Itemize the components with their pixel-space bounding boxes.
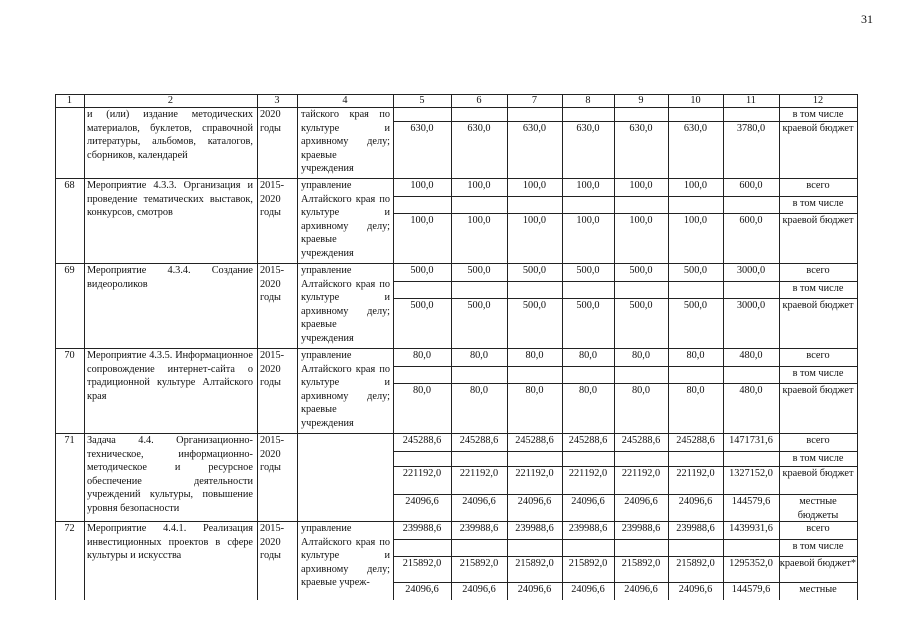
value-cell: 245288,6 <box>402 435 442 446</box>
value-cell: 80,0 <box>412 385 432 396</box>
value-cell: 100,0 <box>683 215 708 226</box>
value-cell <box>562 452 614 466</box>
column-header: 2 <box>167 95 174 106</box>
activity-description: Мероприятие 4.3.4. Создание видеороликов <box>87 265 253 290</box>
funding-source: в том числе <box>792 541 844 552</box>
value-cell <box>614 367 668 383</box>
value-cell <box>507 282 562 298</box>
value-cell: 24096,6 <box>678 496 713 507</box>
funding-source: всего <box>806 265 830 276</box>
value-cell: 500,0 <box>683 300 708 311</box>
funding-source: в том числе <box>792 283 844 294</box>
value-cell: 24096,6 <box>624 496 658 507</box>
column-header: 3 <box>274 95 280 106</box>
value-cell: 24096,6 <box>405 584 439 595</box>
column-header: 8 <box>585 95 591 106</box>
value-cell: 500,0 <box>410 300 434 311</box>
value-cell: 500,0 <box>576 300 600 311</box>
value-cell: 215892,0 <box>568 558 608 569</box>
value-cell: 600,0 <box>739 215 763 226</box>
value-cell <box>393 108 451 121</box>
value-cell <box>562 197 614 213</box>
value-cell <box>393 452 451 466</box>
column-header: 10 <box>690 95 701 106</box>
funding-source: всего <box>806 350 830 361</box>
value-cell <box>723 108 779 121</box>
value-cell: 80,0 <box>469 385 489 396</box>
value-cell <box>507 452 562 466</box>
value-cell <box>614 282 668 298</box>
executor-cell: управление Алтайского края по культуре и архивному делу; краевые учреж- <box>301 523 390 589</box>
value-cell: 500,0 <box>576 265 600 276</box>
value-cell: 1471731,6 <box>729 435 773 446</box>
value-cell: 100,0 <box>522 215 547 226</box>
funding-source: в том числе <box>792 368 844 379</box>
value-cell: 144579,6 <box>731 496 771 507</box>
value-cell: 245288,6 <box>568 435 608 446</box>
value-cell: 100,0 <box>576 180 600 191</box>
value-cell: 239988,6 <box>621 523 661 534</box>
activity-description: Мероприятие 4.3.3. Организация и проведение тематических выставок, конкурсов, смотров <box>87 180 253 219</box>
value-cell <box>507 540 562 556</box>
column-header: 11 <box>746 95 756 106</box>
value-cell: 24096,6 <box>571 496 605 507</box>
period-cell: 2015- 2020 годы <box>260 523 285 562</box>
value-cell: 100,0 <box>410 180 434 191</box>
value-cell: 500,0 <box>629 300 653 311</box>
value-cell <box>614 197 668 213</box>
period-cell: 2015- 2020 годы <box>260 435 285 474</box>
value-cell <box>451 452 507 466</box>
value-cell: 80,0 <box>525 350 544 361</box>
value-cell: 1295352,0 <box>729 558 773 569</box>
activity-description: Мероприятие 4.3.5. Информационное сопровождение интернет-сайта о традиционной культуре Алтайского края <box>87 350 253 402</box>
value-cell: 24096,6 <box>405 496 439 507</box>
executor-cell: управление Алтайского края по культуре и архивному делу; краевые учреждения <box>301 265 390 344</box>
value-cell: 245288,6 <box>459 435 499 446</box>
value-cell: 500,0 <box>410 265 434 276</box>
value-cell <box>451 367 507 383</box>
row-number: 70 <box>64 350 75 361</box>
period-cell: 2015- 2020 годы <box>260 265 285 304</box>
value-cell: 3000,0 <box>736 265 766 276</box>
funding-source: местные бюджеты <box>797 496 839 521</box>
column-header: 5 <box>419 95 425 106</box>
page-number: 31 <box>861 12 873 26</box>
value-cell: 500,0 <box>467 300 491 311</box>
executor-cell <box>297 434 393 521</box>
row-number <box>55 108 84 122</box>
funding-source: краевой бюджет <box>782 300 854 311</box>
value-cell: 239988,6 <box>568 523 608 534</box>
value-cell: 144579,6 <box>731 584 771 595</box>
value-cell <box>562 540 614 556</box>
value-cell: 24096,6 <box>517 584 552 595</box>
value-cell: 80,0 <box>578 350 598 361</box>
value-cell: 245288,6 <box>676 435 715 446</box>
value-cell: 500,0 <box>522 265 547 276</box>
funding-source: в том числе <box>792 453 844 464</box>
value-cell: 500,0 <box>683 265 708 276</box>
value-cell <box>723 452 779 466</box>
value-cell: 80,0 <box>631 385 651 396</box>
value-cell <box>723 197 779 213</box>
value-cell: 80,0 <box>631 350 651 361</box>
value-cell <box>562 367 614 383</box>
value-cell: 600,0 <box>739 180 763 191</box>
column-header: 4 <box>342 95 348 106</box>
value-cell <box>614 108 668 121</box>
funding-source: всего <box>806 180 830 191</box>
value-cell <box>668 452 723 466</box>
value-cell <box>507 197 562 213</box>
period-cell: 2015- 2020 годы <box>260 180 285 219</box>
funding-source: краевой бюджет* <box>779 558 857 569</box>
value-cell: 245288,6 <box>621 435 661 446</box>
value-cell: 245288,6 <box>515 435 554 446</box>
value-cell: 24096,6 <box>624 584 658 595</box>
value-cell: 80,0 <box>686 350 705 361</box>
value-cell <box>451 282 507 298</box>
period-cell: 2020 годы <box>260 109 281 134</box>
value-cell: 500,0 <box>629 265 653 276</box>
value-cell: 100,0 <box>576 215 600 226</box>
row-number: 68 <box>64 180 75 191</box>
value-cell: 100,0 <box>467 180 491 191</box>
column-header: 7 <box>531 95 538 106</box>
value-cell: 24096,6 <box>462 584 496 595</box>
value-cell <box>451 197 507 213</box>
activity-description: Мероприятие 4.4.1. Реализация инвестиционных проектов в сфере культуры и искусства <box>87 523 253 562</box>
value-cell <box>451 108 507 121</box>
value-cell: 1327152,0 <box>729 468 773 479</box>
funding-source: местные <box>799 584 837 595</box>
value-cell <box>723 282 779 298</box>
column-header: 12 <box>812 95 824 106</box>
funding-source: всего <box>806 523 830 534</box>
value-cell <box>723 540 779 556</box>
value-cell: 215892,0 <box>402 558 442 569</box>
value-cell: 215892,0 <box>515 558 554 569</box>
value-cell: 480,0 <box>739 350 763 361</box>
value-cell <box>393 367 451 383</box>
value-cell <box>668 540 723 556</box>
value-cell: 80,0 <box>578 385 598 396</box>
value-cell <box>507 108 562 121</box>
funding-source: в том числе <box>792 109 844 120</box>
funding-source: в том числе <box>792 198 844 209</box>
value-cell <box>668 197 723 213</box>
value-cell: 3000,0 <box>736 300 766 311</box>
value-cell <box>393 197 451 213</box>
value-cell: 215892,0 <box>621 558 661 569</box>
value-cell: 215892,0 <box>676 558 715 569</box>
value-cell: 100,0 <box>410 215 434 226</box>
value-cell: 100,0 <box>629 215 653 226</box>
activity-description: Задача 4.4. Организационно-техническое, информационно-методическое и ресурсное обеспечение деятельности учреждений культуры, повышение уровня безопасности <box>87 435 253 514</box>
value-cell <box>562 282 614 298</box>
value-cell <box>723 367 779 383</box>
value-cell: 221192,0 <box>402 468 442 479</box>
funding-source: краевой бюджет <box>782 468 854 479</box>
value-cell: 1439931,6 <box>729 523 773 534</box>
row-number: 72 <box>64 523 75 534</box>
value-cell: 80,0 <box>686 385 705 396</box>
value-cell <box>668 282 723 298</box>
value-cell: 24096,6 <box>517 496 552 507</box>
value-cell: 221192,0 <box>515 468 554 479</box>
value-cell: 221192,0 <box>621 468 661 479</box>
value-cell <box>668 108 723 121</box>
activity-description: и (или) издание методических материалов, буклетов, справочной литературы, альбомов, каталогов, сборников, календарей <box>87 109 253 161</box>
value-cell <box>668 367 723 383</box>
value-cell <box>507 367 562 383</box>
column-header: 1 <box>66 95 73 106</box>
value-cell: 239988,6 <box>402 523 442 534</box>
executor-cell: тайского края по культуре и архивному делу; краевые учреждения <box>301 109 390 175</box>
value-cell: 24096,6 <box>571 584 605 595</box>
value-cell: 100,0 <box>522 180 547 191</box>
funding-source: всего <box>806 435 830 446</box>
value-cell <box>562 108 614 121</box>
value-cell: 500,0 <box>467 265 491 276</box>
row-number: 69 <box>64 265 75 276</box>
value-cell: 239988,6 <box>676 523 715 534</box>
value-cell: 630,0 <box>683 123 708 134</box>
column-header: 9 <box>638 95 644 106</box>
value-cell: 500,0 <box>522 300 547 311</box>
funding-source: краевой бюджет <box>782 385 854 396</box>
value-cell <box>393 282 451 298</box>
executor-cell: управление Алтайского края по культуре и архивному делу; краевые учреждения <box>301 180 390 259</box>
value-cell: 239988,6 <box>515 523 554 534</box>
value-cell: 80,0 <box>525 385 544 396</box>
value-cell: 80,0 <box>469 350 489 361</box>
value-cell: 3780,0 <box>736 123 766 134</box>
value-cell: 100,0 <box>467 215 491 226</box>
value-cell: 630,0 <box>522 123 547 134</box>
row-number: 71 <box>64 435 75 446</box>
executor-cell: управление Алтайского края по культуре и архивному делу; краевые учреждения <box>301 350 390 429</box>
value-cell: 630,0 <box>629 123 653 134</box>
value-cell <box>614 452 668 466</box>
value-cell: 215892,0 <box>459 558 499 569</box>
column-header: 6 <box>476 95 482 106</box>
value-cell <box>393 540 451 556</box>
value-cell: 480,0 <box>739 385 763 396</box>
value-cell: 221192,0 <box>676 468 715 479</box>
value-cell: 221192,0 <box>459 468 499 479</box>
value-cell: 630,0 <box>410 123 434 134</box>
value-cell: 24096,6 <box>678 584 713 595</box>
funding-source: краевой бюджет <box>782 123 854 134</box>
table-rule <box>857 94 858 600</box>
value-cell: 221192,0 <box>568 468 608 479</box>
value-cell: 24096,6 <box>462 496 496 507</box>
value-cell: 80,0 <box>412 350 432 361</box>
value-cell: 239988,6 <box>459 523 499 534</box>
value-cell: 630,0 <box>576 123 600 134</box>
period-cell: 2015- 2020 годы <box>260 350 285 389</box>
value-cell: 100,0 <box>629 180 653 191</box>
value-cell <box>451 540 507 556</box>
value-cell: 100,0 <box>683 180 708 191</box>
funding-source: краевой бюджет <box>782 215 854 226</box>
value-cell <box>614 540 668 556</box>
value-cell: 630,0 <box>467 123 491 134</box>
